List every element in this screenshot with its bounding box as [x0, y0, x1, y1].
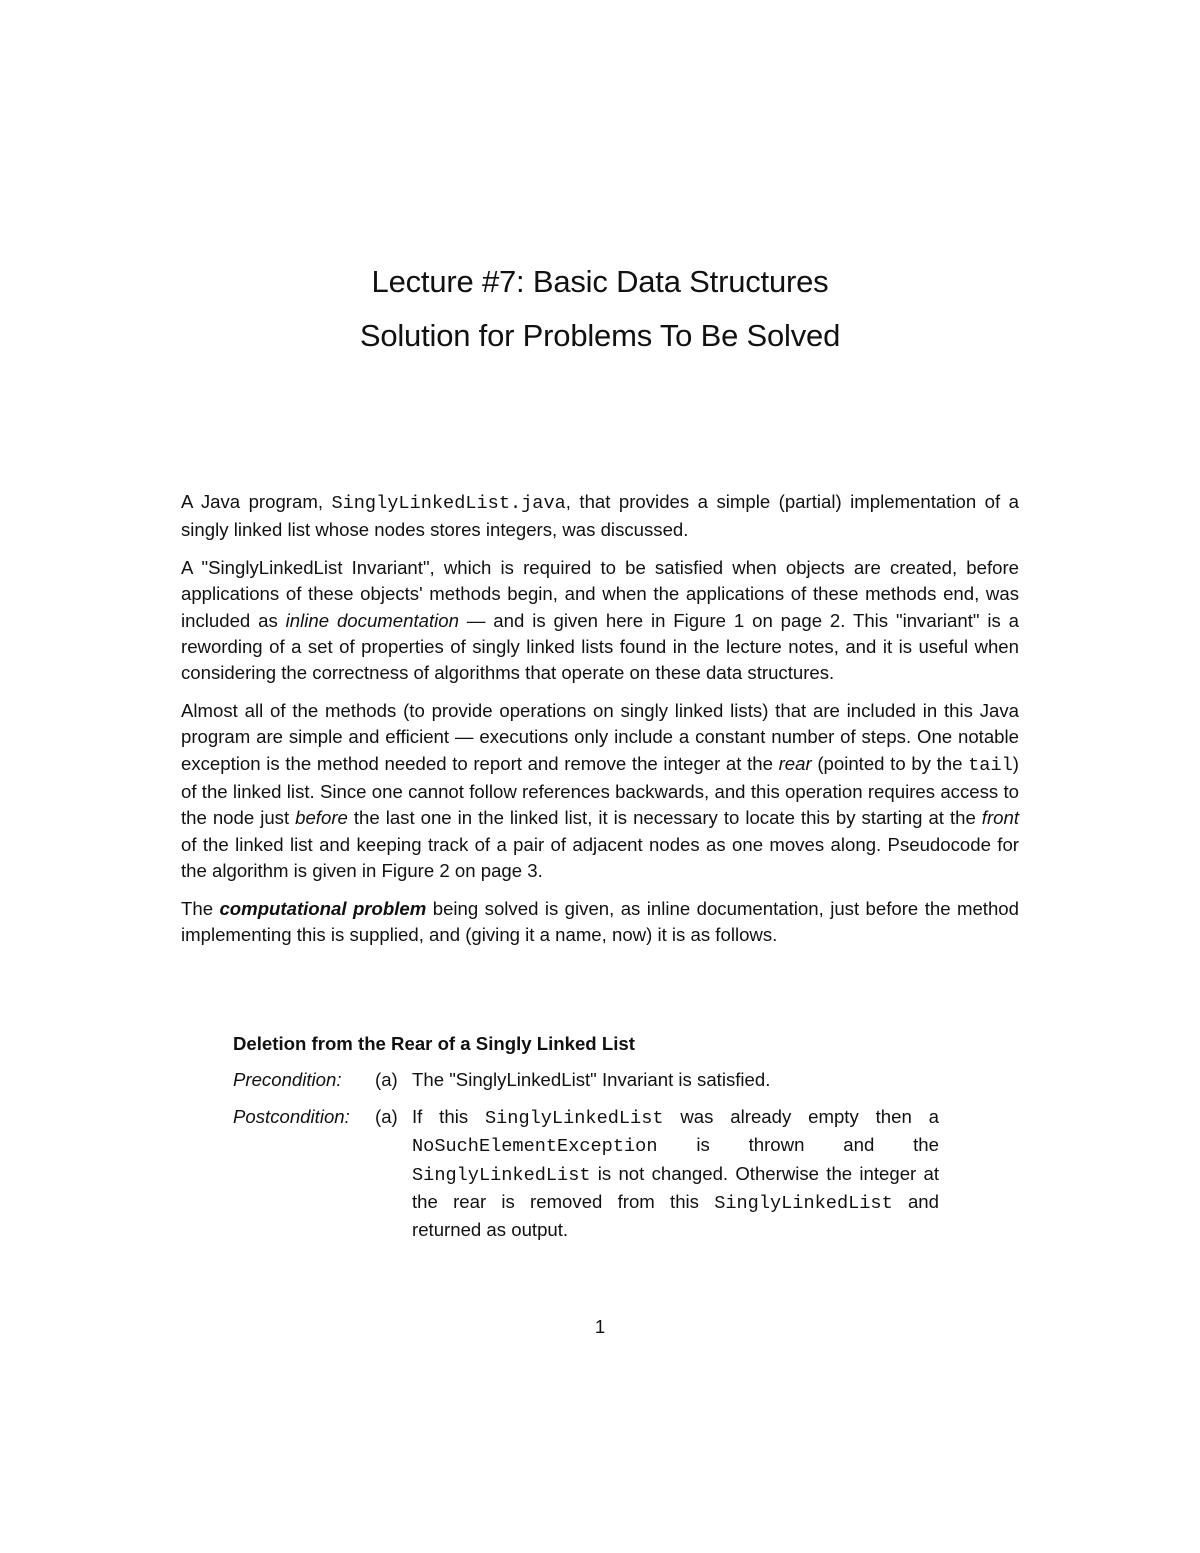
precondition-row	[233, 1067, 943, 1093]
emphasis-front: front	[981, 807, 1019, 829]
text-run: is not changed. Otherwise the integer at the rear is removed from this	[412, 1162, 939, 1213]
postcondition-label: Postcondition:	[233, 1105, 350, 1127]
emphasis-rear: rear	[778, 752, 812, 774]
body-text	[181, 489, 1019, 960]
paragraph-2	[181, 555, 1019, 687]
problem-heading: Deletion from the Rear of a Singly Linked List	[233, 1033, 635, 1054]
code-class-name: SinglyLinkedList	[484, 1107, 664, 1129]
text-run: being solved is given, as inline documentation, just before the method implementing this is supplied, and (giving it a name, now) it is as follows.	[181, 897, 1019, 946]
precondition-label: Precondition:	[233, 1069, 342, 1091]
text-run: If this	[412, 1105, 485, 1127]
emphasis-inline-documentation: inline documentation	[285, 609, 459, 631]
text-run: (pointed to by the	[811, 752, 969, 774]
problem-definition	[233, 1031, 943, 1254]
text-run: ) of the linked list. Since one cannot follow references backwards, and this operation requires access to the node just	[181, 752, 1019, 829]
paragraph-1	[181, 489, 1019, 544]
postcondition-text	[412, 1104, 939, 1244]
page-subtitle: Solution for Problems To Be Solved	[359, 318, 841, 353]
page-number: 1	[594, 1316, 606, 1337]
code-exception-name: NoSuchElementException	[412, 1136, 658, 1158]
precondition-marker: (a)	[375, 1069, 398, 1091]
postcondition-row	[233, 1104, 943, 1244]
code-filename: SinglyLinkedList.java	[331, 493, 566, 514]
paragraph-3	[181, 698, 1019, 885]
text-run: and returned as output.	[412, 1191, 939, 1241]
text-run: A "SinglyLinkedList Invariant", which is required to be satisfied when objects are created, before applications of these objects' methods begin, and when the applications of these methods end, was included as	[181, 556, 1019, 631]
text-run: The	[181, 897, 220, 919]
emphasis-computational-problem: computational problem	[219, 897, 427, 919]
text-run: the last one in the linked list, it is necessary to locate this by starting at the	[347, 807, 982, 829]
page-title: Lecture #7: Basic Data Structures	[371, 264, 829, 299]
code-class-name: SinglyLinkedList	[412, 1164, 591, 1186]
text-run: of the linked list and keeping track of a pair of adjacent nodes as one moves along. Pseudocode for the algorithm is given in Figure 2 on page 3.	[181, 833, 1019, 882]
emphasis-before: before	[295, 807, 348, 829]
text-run: was already empty then a	[663, 1105, 939, 1127]
text-run: Almost all of the methods (to provide operations on singly linked lists) that are included in this Java program are simple and efficient — executions only include a constant number of steps. One notable exception is the method needed to report and remove the integer at the	[181, 699, 1019, 774]
postcondition-marker: (a)	[375, 1105, 398, 1127]
text-run: — and is given here in Figure 1 on page 2. This "invariant" is a rewording of a set of properties of singly linked lists found in the lecture notes, and it is useful when considering the correctness of algorithms that operate on these data structures.	[181, 609, 1020, 684]
paragraph-4	[181, 896, 1019, 949]
text-run: A Java program,	[181, 491, 332, 512]
precondition-text: The "SinglyLinkedList" Invariant is satisfied.	[412, 1069, 771, 1091]
code-class-name: SinglyLinkedList	[714, 1193, 893, 1215]
text-run: , that provides a simple (partial) implementation of a singly linked list whose nodes stores integers, was discussed.	[181, 491, 1019, 541]
text-run: is thrown and the	[657, 1134, 939, 1156]
code-tail: tail	[968, 754, 1013, 776]
